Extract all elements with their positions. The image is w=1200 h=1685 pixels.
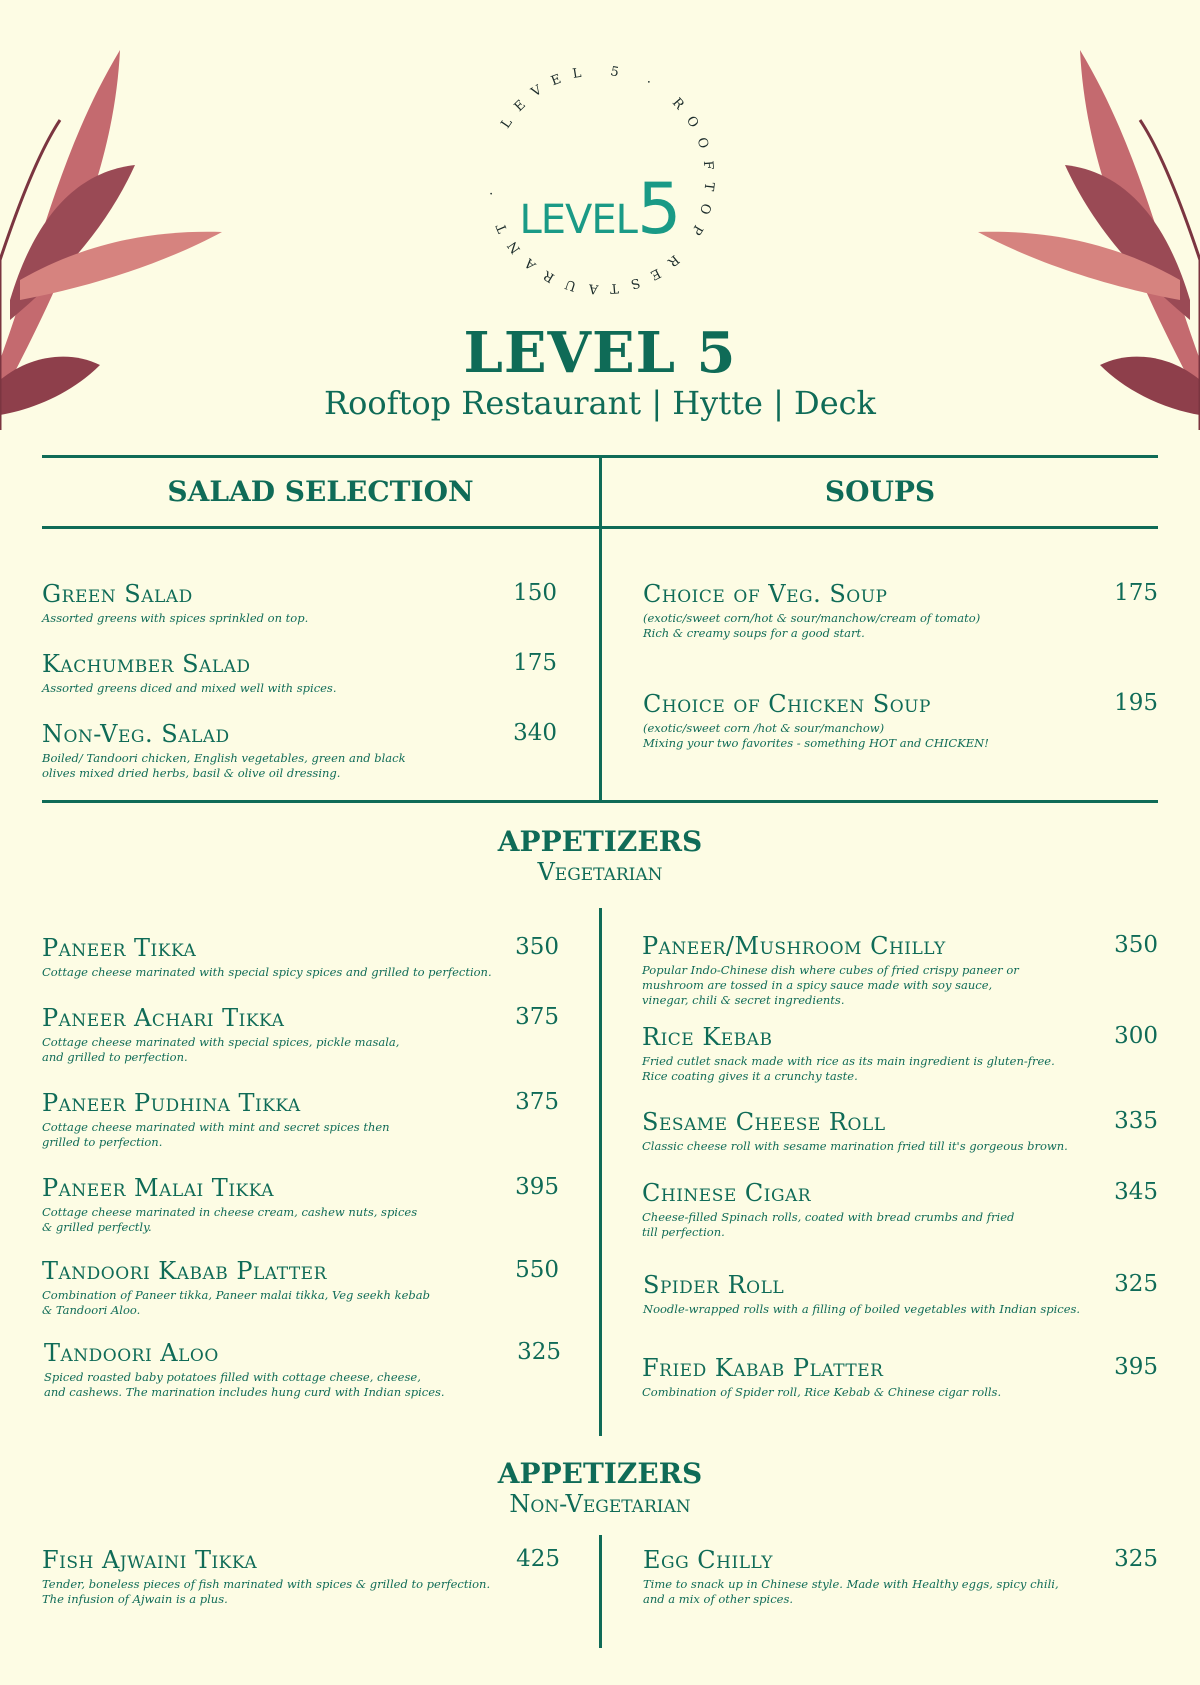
item-name: Rice Kebab: [642, 1023, 773, 1051]
divider-column-veg: [599, 908, 602, 1436]
item-description: Tender, boneless pieces of fish marinated with spices & grilled to perfection. The infusion of Ajwain is a plus.: [42, 1577, 491, 1606]
menu-item-appetizer: [642, 1023, 1158, 1084]
item-description: Noodle-wrapped rolls with a filling of boiled vegetables with Indian spices.: [643, 1302, 1081, 1316]
menu-item-appetizer: [42, 1257, 559, 1318]
item-name: Green Salad: [42, 580, 193, 608]
item-description: Assorted greens with spices sprinkled on top.: [42, 611, 309, 625]
item-price: 375: [515, 1004, 559, 1030]
logo-ring-text: LEVEL 5 · ROOFTOP RESTAURANT ·: [483, 63, 717, 297]
menu-item-appetizer: [642, 1108, 1158, 1154]
menu-item-appetizer: [642, 932, 1158, 1008]
item-price: 335: [1114, 1108, 1158, 1134]
item-name: Paneer Malai Tikka: [42, 1174, 275, 1202]
item-name: Tandoori Kabab Platter: [42, 1257, 327, 1285]
menu-item-salad: [42, 650, 557, 696]
divider-column-nonveg: [599, 1535, 602, 1648]
item-description: Combination of Spider roll, Rice Kebab & Chinese cigar rolls.: [642, 1385, 1002, 1399]
item-price: 325: [517, 1339, 561, 1365]
item-name: Tandoori Aloo: [44, 1339, 219, 1367]
item-name: Egg Chilly: [643, 1546, 773, 1574]
menu-item-appetizer: [643, 1271, 1158, 1317]
item-price: 175: [513, 650, 557, 676]
item-name: Spider Roll: [643, 1271, 785, 1299]
item-description: Cottage cheese marinated in cheese cream, cashew nuts, spices & grilled perfectly.: [42, 1205, 418, 1234]
item-description: Combination of Paneer tikka, Paneer malai tikka, Veg seekh kebab & Tandoori Aloo.: [42, 1288, 430, 1317]
section-subtitle-vegetarian: Vegetarian: [537, 858, 663, 886]
page-subtitle: Rooftop Restaurant | Hytte | Deck: [324, 384, 876, 422]
item-price: 350: [515, 934, 559, 960]
item-price: 150: [513, 580, 557, 606]
page-title: LEVEL 5: [463, 320, 737, 386]
item-description: Cottage cheese marinated with mint and secret spices then grilled to perfection.: [42, 1120, 390, 1149]
item-description: Classic cheese roll with sesame marination fried till it's gorgeous brown.: [642, 1139, 1068, 1153]
item-price: 345: [1114, 1179, 1158, 1205]
item-price: 195: [1114, 690, 1158, 716]
item-name: Non-Veg. Salad: [42, 720, 230, 748]
item-name: Choice of Chicken Soup: [643, 690, 931, 718]
item-description: Spiced roasted baby potatoes filled with cottage cheese, cheese, and cashews. The marination includes hung curd with Indian spices.: [44, 1370, 445, 1399]
item-price: 325: [1114, 1271, 1158, 1297]
item-price: 550: [515, 1257, 559, 1283]
menu-item-soup: [643, 580, 1158, 641]
section-title-soups: SOUPS: [824, 475, 936, 508]
section-subtitle-non-vegetarian: Non-Vegetarian: [509, 1490, 691, 1518]
item-name: Paneer Tikka: [42, 934, 197, 962]
item-name: Paneer/Mushroom Chilly: [642, 932, 946, 960]
item-name: Chinese Cigar: [642, 1179, 812, 1207]
item-name: Paneer Achari Tikka: [42, 1004, 285, 1032]
item-price: 300: [1114, 1023, 1158, 1049]
item-name: Fried Kabab Platter: [642, 1354, 884, 1382]
item-name: Sesame Cheese Roll: [642, 1108, 886, 1136]
item-name: Choice of Veg. Soup: [643, 580, 888, 608]
item-name: Kachumber Salad: [42, 650, 251, 678]
menu-item-appetizer: [642, 1179, 1158, 1240]
item-price: 340: [513, 720, 557, 746]
menu-item-appetizer: [42, 934, 559, 980]
item-description: Fried cutlet snack made with rice as its main ingredient is gluten-free. Rice coating gives it a crunchy taste.: [642, 1054, 1055, 1083]
menu-item-appetizer: [642, 1354, 1158, 1400]
section-title-appetizers-nonveg: APPETIZERS: [497, 1457, 703, 1490]
item-price: 175: [1114, 580, 1158, 606]
item-price: 375: [515, 1089, 559, 1115]
restaurant-logo: [470, 50, 730, 310]
item-description: Time to snack up in Chinese style. Made with Healthy eggs, spicy chili, and a mix of other spices.: [643, 1577, 1059, 1606]
logo-mark: LEVEL5: [519, 168, 681, 250]
menu-item-appetizer: [643, 1546, 1158, 1607]
menu-item-appetizer: [42, 1174, 559, 1235]
item-description: (exotic/sweet corn/hot & sour/manchow/cream of tomato) Rich & creamy soups for a good start.: [643, 611, 981, 640]
item-price: 325: [1114, 1546, 1158, 1572]
item-description: Assorted greens diced and mixed well with spices.: [42, 681, 337, 695]
menu-item-salad: [42, 720, 557, 781]
menu-item-appetizer: [44, 1339, 561, 1400]
section-title-salad: SALAD SELECTION: [167, 475, 474, 508]
menu-item-appetizer: [42, 1089, 559, 1150]
menu-item-appetizer: [42, 1004, 559, 1065]
item-price: 425: [516, 1546, 560, 1572]
menu-item-salad: [42, 580, 557, 626]
item-price: 395: [1114, 1354, 1158, 1380]
item-description: (exotic/sweet corn /hot & sour/manchow) Mixing your two favorites - something HOT and CHICKEN!: [643, 721, 989, 750]
section-title-appetizers-veg: APPETIZERS: [497, 825, 703, 858]
item-name: Fish Ajwaini Tikka: [42, 1546, 258, 1574]
item-description: Cottage cheese marinated with special spicy spices and grilled to perfection.: [42, 965, 492, 979]
menu-item-soup: [643, 690, 1158, 751]
item-description: Popular Indo-Chinese dish where cubes of fried crispy paneer or mushroom are tossed in a spicy sauce made with soy sauce, vinegar, chili & secret ingredients.: [642, 963, 1019, 1007]
item-price: 350: [1114, 932, 1158, 958]
item-description: Cheese-filled Spinach rolls, coated with bread crumbs and fried till perfection.: [642, 1210, 1015, 1239]
item-name: Paneer Pudhina Tikka: [42, 1089, 301, 1117]
item-price: 395: [515, 1174, 559, 1200]
menu-item-appetizer: [42, 1546, 560, 1607]
item-description: Cottage cheese marinated with special spices, pickle masala, and grilled to perfection.: [42, 1035, 400, 1064]
item-description: Boiled/ Tandoori chicken, English vegetables, green and black olives mixed dried herbs, basil & olive oil dressing.: [42, 751, 406, 780]
